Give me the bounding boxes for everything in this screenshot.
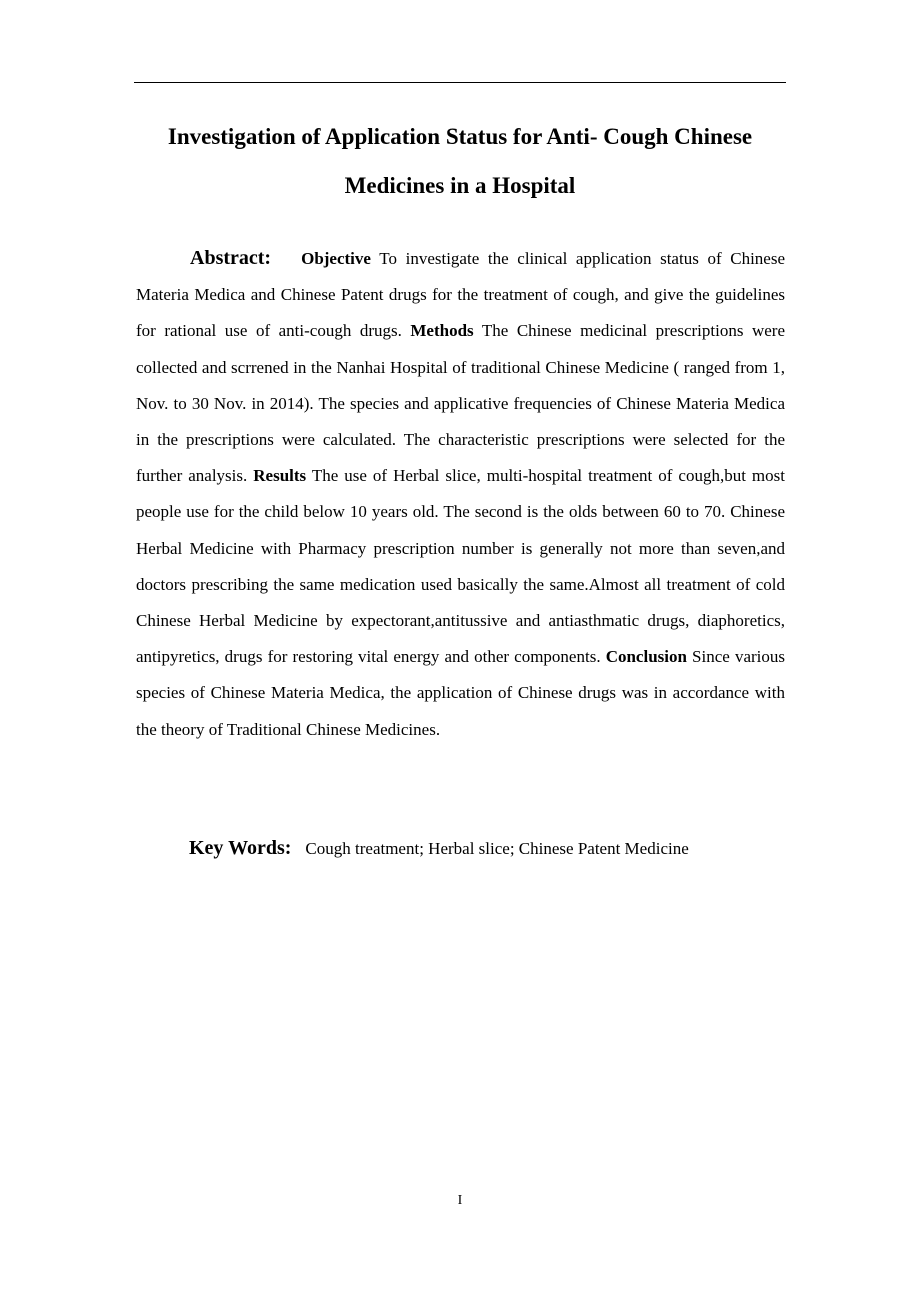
methods-text: The Chinese medicinal prescriptions were collected and scrrened in the Nanhai Hospital of traditional Chinese Medicine ( ranged from 1, Nov. to 30 Nov. in 2014). The species and applicative frequencies of Chinese Materia Medica in the prescriptions were calculated. The characteristic prescriptions were selected for the further analysis. [136, 321, 786, 486]
keywords-text: Cough treatment; Herbal slice; Chinese Patent Medicine [305, 839, 689, 858]
results-label: Results [253, 466, 307, 486]
conclusion-text: Since various species of Chinese Materia Medica, the application of Chinese drugs was in accordance with the theory of Traditional Chinese Medicines. [136, 647, 785, 739]
methods-label: Methods [410, 321, 474, 341]
objective-label: Objective [301, 249, 371, 268]
paper-title: Investigation of Application Status for Anti- Cough Chinese Medicines in a Hospital [167, 124, 753, 198]
results-text: The use of Herbal slice, multi-hospital treatment of cough,but most people use for the child below 10 years old. The second is the olds between 60 to 70. Chinese Herbal Medicine with Pharmacy prescription number is generally not more than seven,and doctors prescribing the same medication used basically the same.Almost all treatment of cold Chinese Herbal Medicine by expectorant,antitussive and antiasthmatic drugs, diaphoretics, antipyretics, drugs for restoring vital energy and other components. [136, 466, 785, 667]
objective-text: To investigate the clinical application status of Chinese Materia Medica and Chinese Patent drugs for the treatment of cough, and give the guidelines for rational use of anti-cough drugs. [136, 249, 785, 341]
header-rule [134, 82, 786, 83]
keywords-label: Key Words: [189, 837, 292, 859]
page-number: I [457, 1193, 463, 1208]
keywords-line [189, 830, 689, 867]
conclusion-label: Conclusion [605, 647, 687, 667]
abstract-paragraph [136, 240, 785, 748]
abstract-label: Abstract: [190, 247, 272, 269]
